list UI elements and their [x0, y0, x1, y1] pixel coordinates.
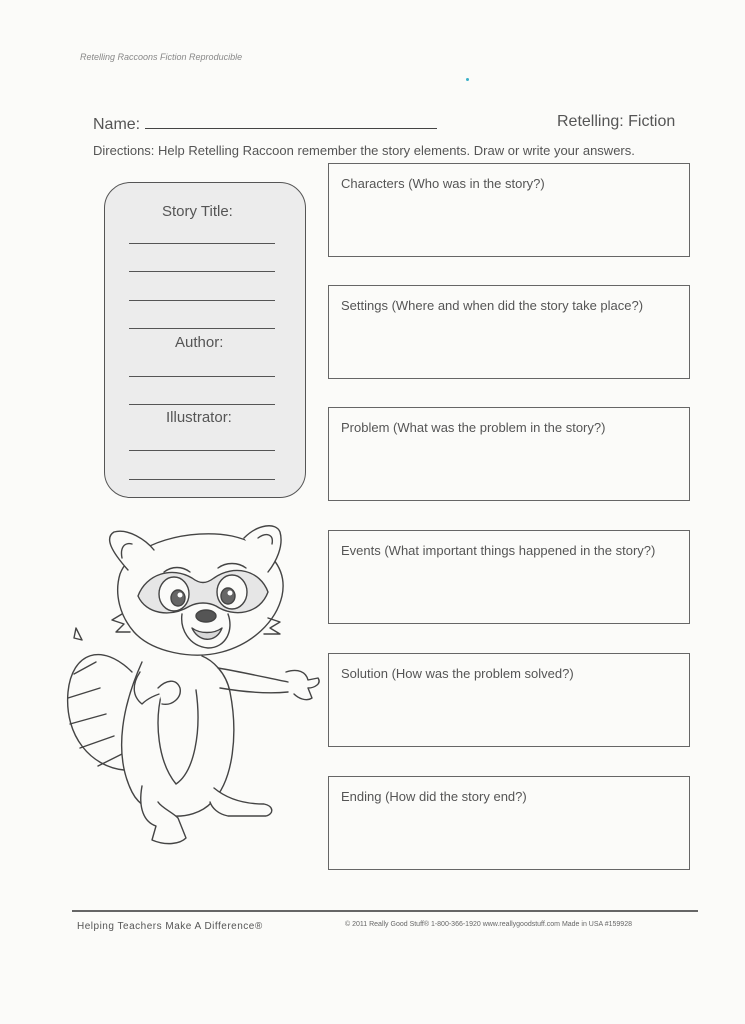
- source-note: Retelling Raccoons Fiction Reproducible: [80, 52, 243, 62]
- characters-label: Characters (Who was in the story?): [341, 176, 545, 191]
- speck-mark: [466, 78, 469, 81]
- settings-box[interactable]: [328, 285, 690, 379]
- story-title-label: Story Title:: [162, 203, 233, 220]
- raccoon-right-arm: [218, 668, 288, 682]
- footer-rule: [72, 910, 698, 912]
- story-title-line-3[interactable]: [129, 300, 275, 301]
- illustrator-label: Illustrator:: [166, 409, 232, 426]
- ending-label: Ending (How did the story end?): [341, 789, 527, 804]
- raccoon-nose: [196, 610, 216, 622]
- story-title-line-4[interactable]: [129, 328, 275, 329]
- raccoon-illustration: [62, 522, 324, 862]
- problem-label: Problem (What was the problem in the story?): [341, 420, 606, 435]
- footer-tagline: Helping Teachers Make A Difference®: [77, 921, 263, 932]
- illustrator-line-1[interactable]: [129, 450, 275, 451]
- worksheet-type: Retelling: Fiction: [557, 113, 676, 130]
- footer-copyright: © 2011 Really Good Stuff® 1-800-366-1920 www.reallygoodstuff.com Made in USA #159928: [345, 921, 632, 928]
- settings-label: Settings (Where and when did the story take place?): [341, 298, 644, 313]
- story-title-line-1[interactable]: [129, 243, 275, 244]
- directions-text: Directions: Help Retelling Raccoon remember the story elements. Draw or write your answers.: [93, 143, 635, 158]
- solution-label: Solution (How was the problem solved?): [341, 666, 574, 681]
- story-info-card: [104, 182, 306, 498]
- author-label: Author:: [175, 334, 224, 351]
- author-line-2[interactable]: [129, 404, 275, 405]
- solution-box[interactable]: [328, 653, 690, 747]
- ending-box[interactable]: [328, 776, 690, 870]
- name-field[interactable]: [145, 128, 437, 129]
- name-label: Name:: [93, 116, 141, 133]
- characters-box[interactable]: [328, 163, 690, 257]
- events-box[interactable]: [328, 530, 690, 624]
- story-title-line-2[interactable]: [129, 271, 275, 272]
- illustrator-line-2[interactable]: [129, 479, 275, 480]
- events-label: Events (What important things happened in the story?): [341, 543, 656, 558]
- problem-box[interactable]: [328, 407, 690, 501]
- author-line-1[interactable]: [129, 376, 275, 377]
